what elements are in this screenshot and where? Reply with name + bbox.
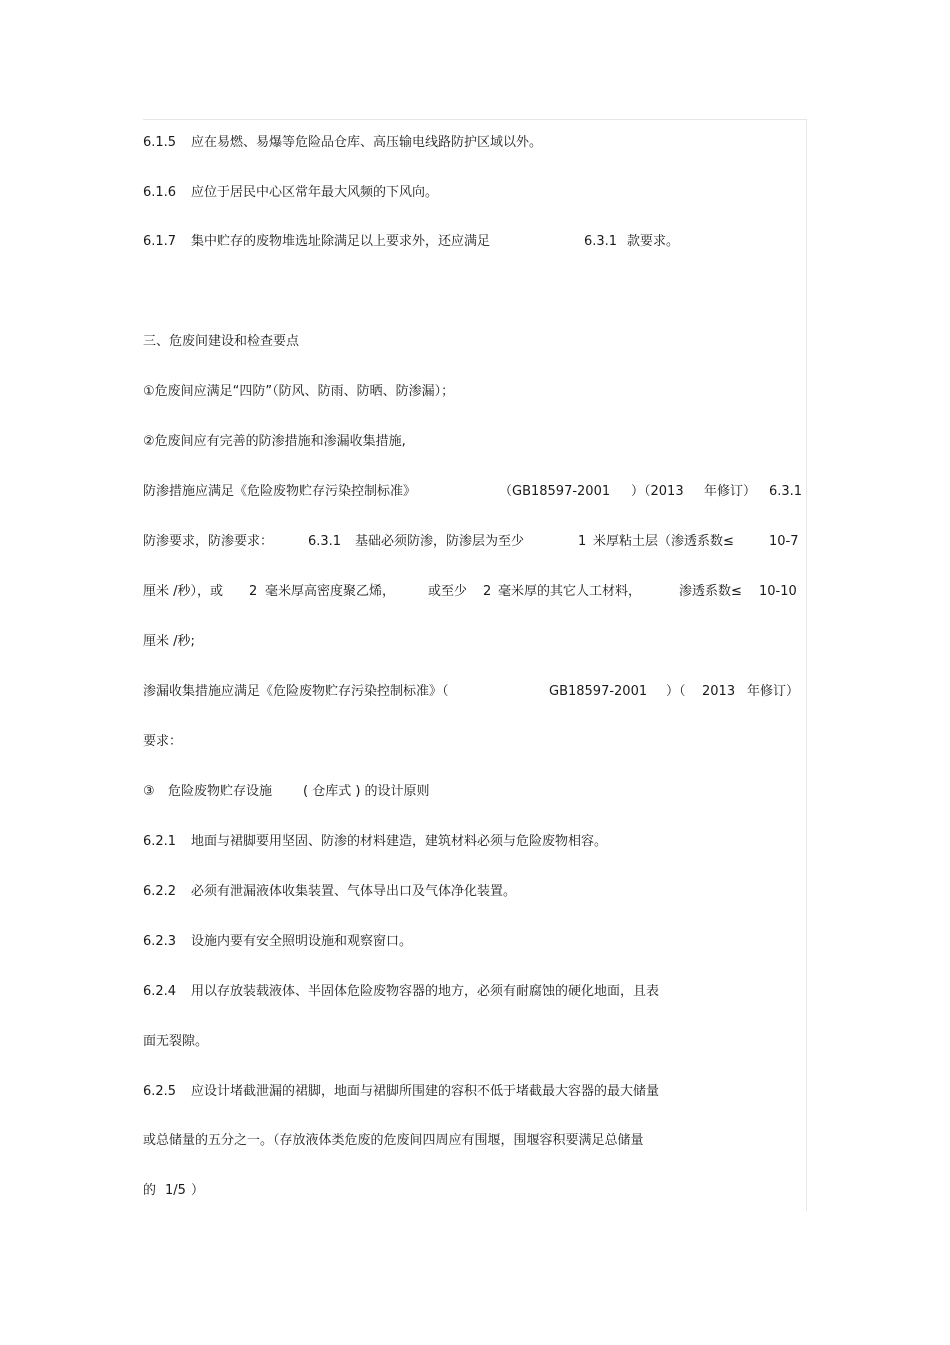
text-seg: 防渗措施应满足《危险废物贮存污染控制标准》	[143, 484, 417, 499]
text-seg: 厘米 /秒;	[143, 634, 195, 649]
clause-text: 应位于居民中心区常年最大风频的下风向。	[191, 185, 439, 200]
text-seg: GB18597-2001	[549, 684, 648, 699]
clause-text: 面无裂隙。	[143, 1034, 209, 1049]
clause-number: 6.2.4	[143, 984, 177, 999]
text-seg: 2	[249, 584, 258, 599]
clause-number: 6.1.7	[143, 234, 177, 249]
text-seg: ）	[191, 1183, 205, 1198]
text-seg: 10-10	[759, 584, 797, 599]
clause-text: 应设计堵截泄漏的裙脚，地面与裙脚所围建的容积不低于堵截最大容器的最大储量	[191, 1084, 660, 1099]
section-title-text: 三、危废间建设和检查要点	[143, 334, 300, 349]
clause-text: 用以存放装载液体、半固体危险废物容器的地方，必须有耐腐蚀的硬化地面，且表	[191, 984, 660, 999]
text-seg: 年修订）	[747, 684, 800, 699]
clause-ref: 6.3.1	[584, 234, 618, 249]
text-seg: 毫米厚的其它人工材料，	[498, 584, 642, 599]
text-seg: 2	[483, 584, 492, 599]
text-seg: 年修订）	[704, 484, 757, 499]
point-text: ②危废间应有完善的防渗措施和渗漏收集措施,	[143, 434, 406, 449]
text-seg: ）（	[666, 684, 686, 699]
text-seg: 10-7	[769, 534, 799, 549]
page-frame	[143, 119, 807, 1211]
point-text: ①危废间应满足“四防”（防风、防雨、防晒、防渗漏）；	[143, 384, 455, 399]
clause-text: 应在易燃、易爆等危险品仓库、高压输电线路防护区域以外。	[191, 135, 543, 150]
text-seg: 厘米 /秒），或	[143, 584, 224, 599]
text-seg: 毫米厚高密度聚乙烯，	[265, 584, 396, 599]
text-seg: 1/5	[165, 1183, 186, 1198]
point-text: 危险废物贮存设施	[168, 784, 273, 799]
text-seg: 或至少	[428, 584, 468, 599]
clause-number: 6.2.5	[143, 1084, 177, 1099]
text-seg: 6.3.1	[769, 484, 803, 499]
clause-text-end: 款要求。	[627, 234, 680, 249]
clause-text: 必须有泄漏液体收集装置、气体导出口及气体净化装置。	[191, 884, 517, 899]
clause-number: 6.1.5	[143, 135, 177, 150]
text-seg: 渗透系数≤	[679, 584, 742, 599]
text-seg: 防渗要求，防渗要求：	[143, 534, 274, 549]
text-seg: 2013	[702, 684, 736, 699]
text-seg: 1	[578, 534, 587, 549]
text-seg: 6.3.1	[308, 534, 342, 549]
point-marker: ③	[143, 784, 155, 799]
text-seg: 要求：	[143, 734, 183, 749]
point-text: ( 仓库式 ) 的设计原则	[303, 784, 430, 799]
text-seg: 的	[143, 1183, 157, 1198]
clause-text: 集中贮存的废物堆选址除满足以上要求外，还应满足	[191, 234, 491, 249]
clause-number: 6.1.6	[143, 185, 177, 200]
clause-text: 设施内要有安全照明设施和观察窗口。	[191, 934, 413, 949]
clause-number: 6.2.3	[143, 934, 177, 949]
text-seg: 米厚粘土层（渗透系数≤	[593, 534, 734, 549]
clause-text: 或总储量的五分之一。（存放液体类危废的危废间四周应有围堰，围堰容积要满足总储量	[143, 1133, 644, 1148]
text-seg: 基础必须防渗，防渗层为至少	[355, 534, 525, 549]
clause-number: 6.2.2	[143, 884, 177, 899]
text-seg: 渗漏收集措施应满足《危险废物贮存污染控制标准》（	[143, 684, 449, 699]
clause-text: 地面与裙脚要用坚固、防渗的材料建造，建筑材料必须与危险废物相容。	[191, 834, 608, 849]
text-seg: （GB18597-2001	[499, 484, 611, 499]
clause-number: 6.2.1	[143, 834, 177, 849]
text-seg: ）（2013	[631, 484, 684, 499]
